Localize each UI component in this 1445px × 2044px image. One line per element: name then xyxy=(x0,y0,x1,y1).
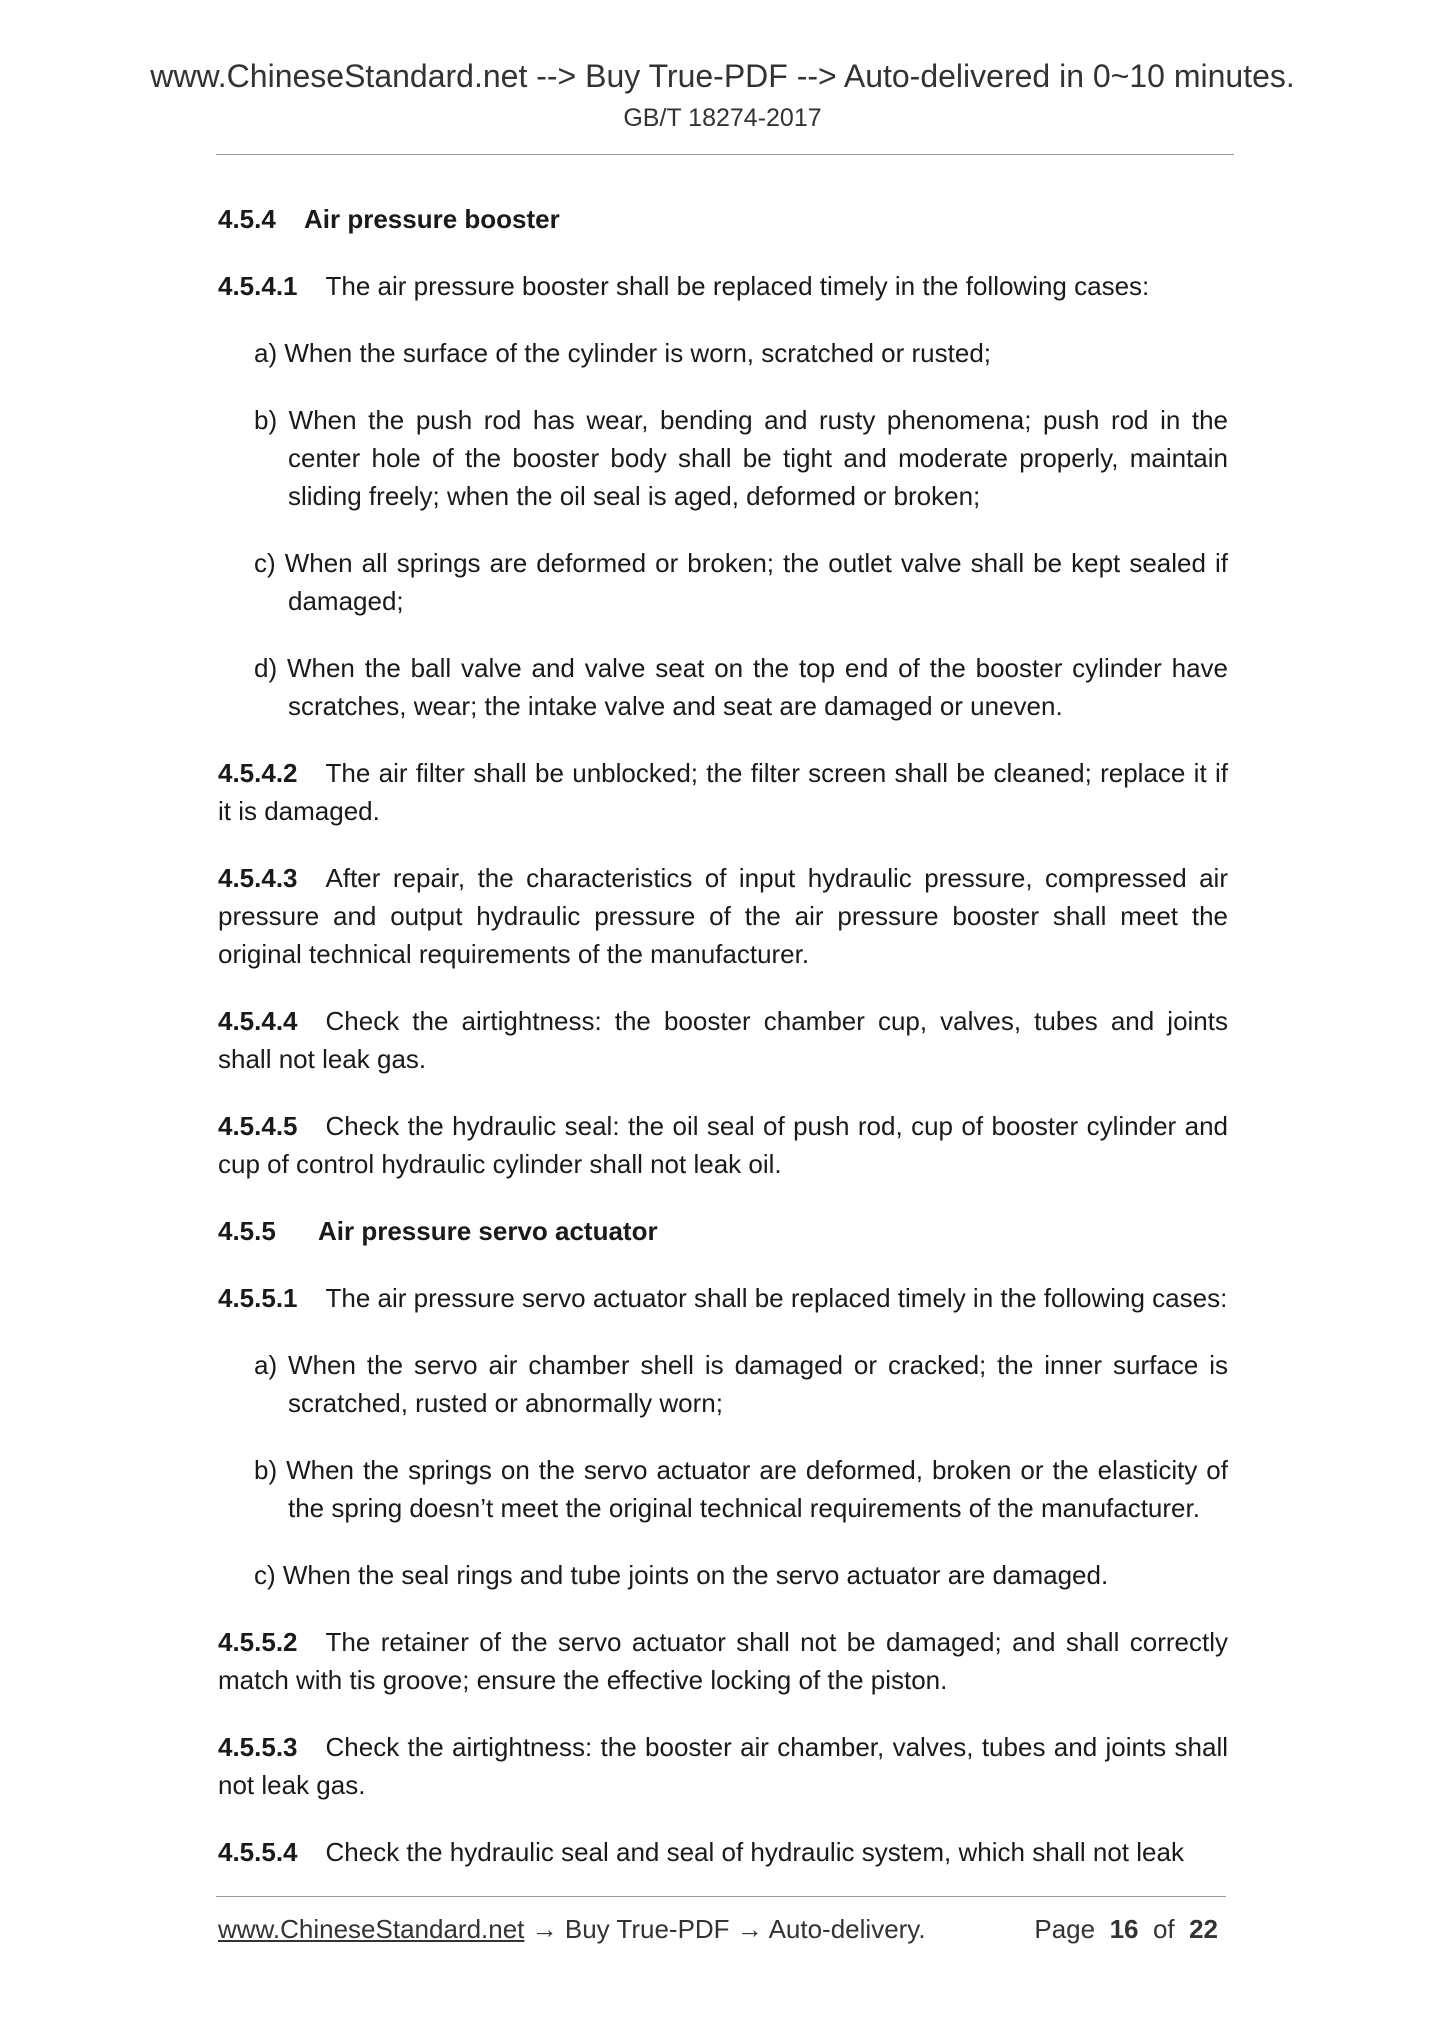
clause-4-5-5-1: 4.5.5.1 The air pressure servo actuator shall be replaced timely in the following cases: xyxy=(218,1283,1228,1313)
page-number: Page 16 of 22 xyxy=(1034,1914,1218,1944)
clause-4-5-5-2: 4.5.5.2 The retainer of the servo actuator shall not be damaged; and shall correctly match with tis groove; ensure the effective locking of the piston. xyxy=(218,1627,1228,1695)
standard-code: GB/T 18274-2017 xyxy=(623,104,822,132)
section-heading-4-5-4: 4.5.4 Air pressure booster xyxy=(218,204,560,234)
list-item: c) When the seal rings and tube joints on the servo actuator are damaged. xyxy=(254,1560,1109,1590)
list-item: a) When the servo air chamber shell is damaged or cracked; the inner surface is scratched, rusted or abnormally worn; xyxy=(254,1350,1228,1418)
document-body xyxy=(218,200,1228,1900)
footer-divider xyxy=(216,1896,1226,1897)
clause-4-5-4-3: 4.5.4.3 After repair, the characteristics of input hydraulic pressure, compressed air pressure and output hydraulic pressure of the air pressure booster shall meet the original technical requirements of the manufacturer. xyxy=(218,863,1228,969)
list-item: a) When the surface of the cylinder is worn, scratched or rusted; xyxy=(254,338,992,368)
clause-4-5-5-3: 4.5.5.3 Check the airtightness: the booster air chamber, valves, tubes and joints shall not leak gas. xyxy=(218,1732,1228,1800)
list-item: b) When the springs on the servo actuator are deformed, broken or the elasticity of the spring doesn’t meet the original technical requirements of the manufacturer. xyxy=(254,1455,1228,1523)
clause-4-5-4-1: 4.5.4.1 The air pressure booster shall be replaced timely in the following cases: xyxy=(218,271,1150,301)
section-heading-4-5-5: 4.5.5 Air pressure servo actuator xyxy=(218,1216,658,1246)
clause-4-5-4-4: 4.5.4.4 Check the airtightness: the booster chamber cup, valves, tubes and joints shall not leak gas. xyxy=(218,1006,1228,1074)
clause-4-5-4-5: 4.5.4.5 Check the hydraulic seal: the oil seal of push rod, cup of booster cylinder and cup of control hydraulic cylinder shall not leak oil. xyxy=(218,1111,1228,1179)
page-footer xyxy=(218,1914,1224,1945)
clause-4-5-4-2: 4.5.4.2 The air filter shall be unblocked; the filter screen shall be cleaned; replace it if it is damaged. xyxy=(218,758,1228,826)
clause-4-5-5-4: 4.5.5.4 Check the hydraulic seal and seal of hydraulic system, which shall not leak xyxy=(218,1837,1184,1867)
footer-site-link[interactable]: www.ChineseStandard.net xyxy=(218,1914,525,1944)
list-item: b) When the push rod has wear, bending and rusty phenomena; push rod in the center hole of the booster body shall be tight and moderate properly, maintain sliding freely; when the oil seal is aged, deformed or broken; xyxy=(254,405,1228,511)
list-item: d) When the ball valve and valve seat on the top end of the booster cylinder have scratches, wear; the intake valve and seat are damaged or uneven. xyxy=(254,653,1228,721)
footer-tagline: → Buy True-PDF → Auto-delivery. xyxy=(524,1914,926,1944)
header-divider xyxy=(216,154,1234,155)
header-banner: www.ChineseStandard.net --> Buy True-PDF --> Auto-delivered in 0~10 minutes. xyxy=(150,58,1295,94)
list-item: c) When all springs are deformed or broken; the outlet valve shall be kept sealed if damaged; xyxy=(254,548,1228,616)
